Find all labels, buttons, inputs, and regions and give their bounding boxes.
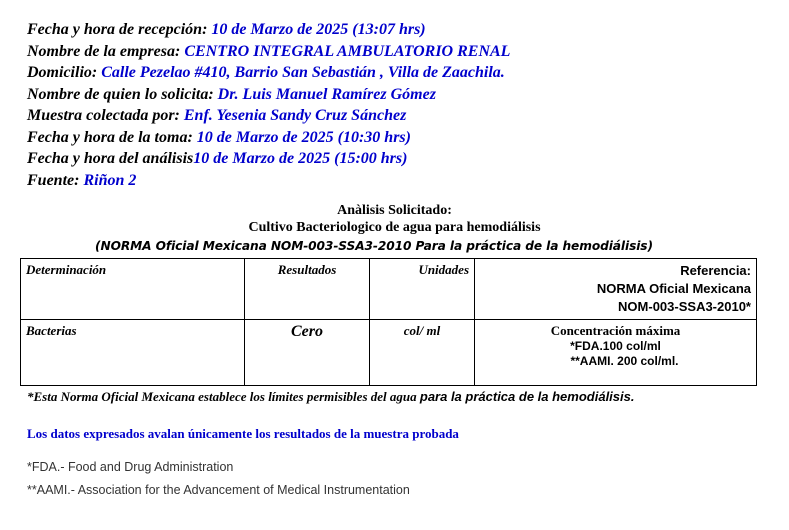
table-header-row — [21, 259, 757, 320]
col-header-referencia — [475, 259, 757, 320]
norma-footnote-a: *Esta Norma Oficial Mexicana establece los límites permisibles del agua — [27, 389, 420, 404]
cell-determinacion: Bacterias — [21, 320, 245, 386]
info-row-toma — [27, 127, 510, 149]
norma-footnote-b: para la práctica de la hemodiálisis. — [419, 389, 635, 404]
limit-aami: **AAMI. 200 col/ml. — [570, 354, 679, 368]
request-info-block — [27, 19, 510, 191]
analysis-heading: Anàlisis Solicitado: — [337, 203, 452, 218]
col-header-resultados: Resultados — [245, 259, 370, 320]
info-row-empresa — [27, 41, 510, 63]
info-row-solicita — [27, 84, 510, 106]
cell-concentracion — [475, 320, 757, 386]
info-value: Dr. Luis Manuel Ramírez Gómez — [217, 85, 436, 103]
cell-unidades: col/ ml — [370, 320, 475, 386]
info-value: Riñon 2 — [83, 171, 137, 189]
info-row-recepcion — [27, 19, 510, 41]
referencia-line: NOM-003-SSA3-2010* — [618, 299, 751, 314]
info-label: Fecha y hora del análisis — [27, 150, 194, 167]
analysis-norma: (NORMA Oficial Mexicana NOM-003-SSA3-2010 Para la práctica de la hemodiálisis) — [95, 239, 653, 253]
info-label: Nombre de la empresa: — [27, 42, 185, 60]
info-value: 10 de Marzo de 2025 (10:30 hrs) — [196, 128, 411, 146]
info-value: CENTRO INTEGRAL AMBULATORIO RENAL — [184, 42, 511, 60]
info-value: 10 de Marzo de 2025 (13:07 hrs) — [211, 21, 426, 38]
concentracion-title: Concentración máxima — [550, 323, 681, 338]
info-value: 10 de Marzo de 2025 (15:00 hrs) — [193, 150, 408, 167]
info-label: Fuente: — [27, 171, 84, 189]
info-label: Muestra colectada por: — [27, 107, 184, 124]
referencia-line: Referencia: — [680, 263, 751, 278]
info-label: Fecha y hora de recepción: — [27, 21, 212, 38]
fda-abbreviation: *FDA.- Food and Drug Administration — [27, 460, 234, 474]
cell-resultado: Cero — [245, 320, 370, 386]
col-header-determinacion: Determinación — [21, 259, 245, 320]
data-disclaimer: Los datos expresados avalan únicamente los resultados de la muestra probada — [27, 426, 459, 441]
info-label: Domicilio: — [27, 64, 102, 81]
col-header-unidades: Unidades — [370, 259, 475, 320]
limit-fda: *FDA.100 col/ml — [570, 339, 661, 353]
info-row-analisis — [27, 148, 510, 170]
info-value: Enf. Yesenia Sandy Cruz Sánchez — [183, 107, 407, 124]
info-row-domicilio — [27, 62, 510, 84]
info-row-colectada — [27, 105, 510, 127]
aami-abbreviation: **AAMI.- Association for the Advancement of Medical Instrumentation — [27, 483, 410, 497]
results-table — [20, 258, 757, 386]
analysis-name: Cultivo Bacteriologico de agua para hemodiálisis — [248, 220, 541, 235]
table-row — [21, 320, 757, 386]
info-label: Fecha y hora de la toma: — [27, 128, 197, 146]
info-value: Calle Pezelao #410, Barrio San Sebastián , Villa de Zaachila. — [101, 64, 505, 81]
referencia-line: NORMA Oficial Mexicana — [596, 281, 751, 296]
norma-footnote — [27, 389, 634, 405]
info-label: Nombre de quien lo solicita: — [27, 85, 218, 103]
info-row-fuente — [27, 170, 510, 192]
